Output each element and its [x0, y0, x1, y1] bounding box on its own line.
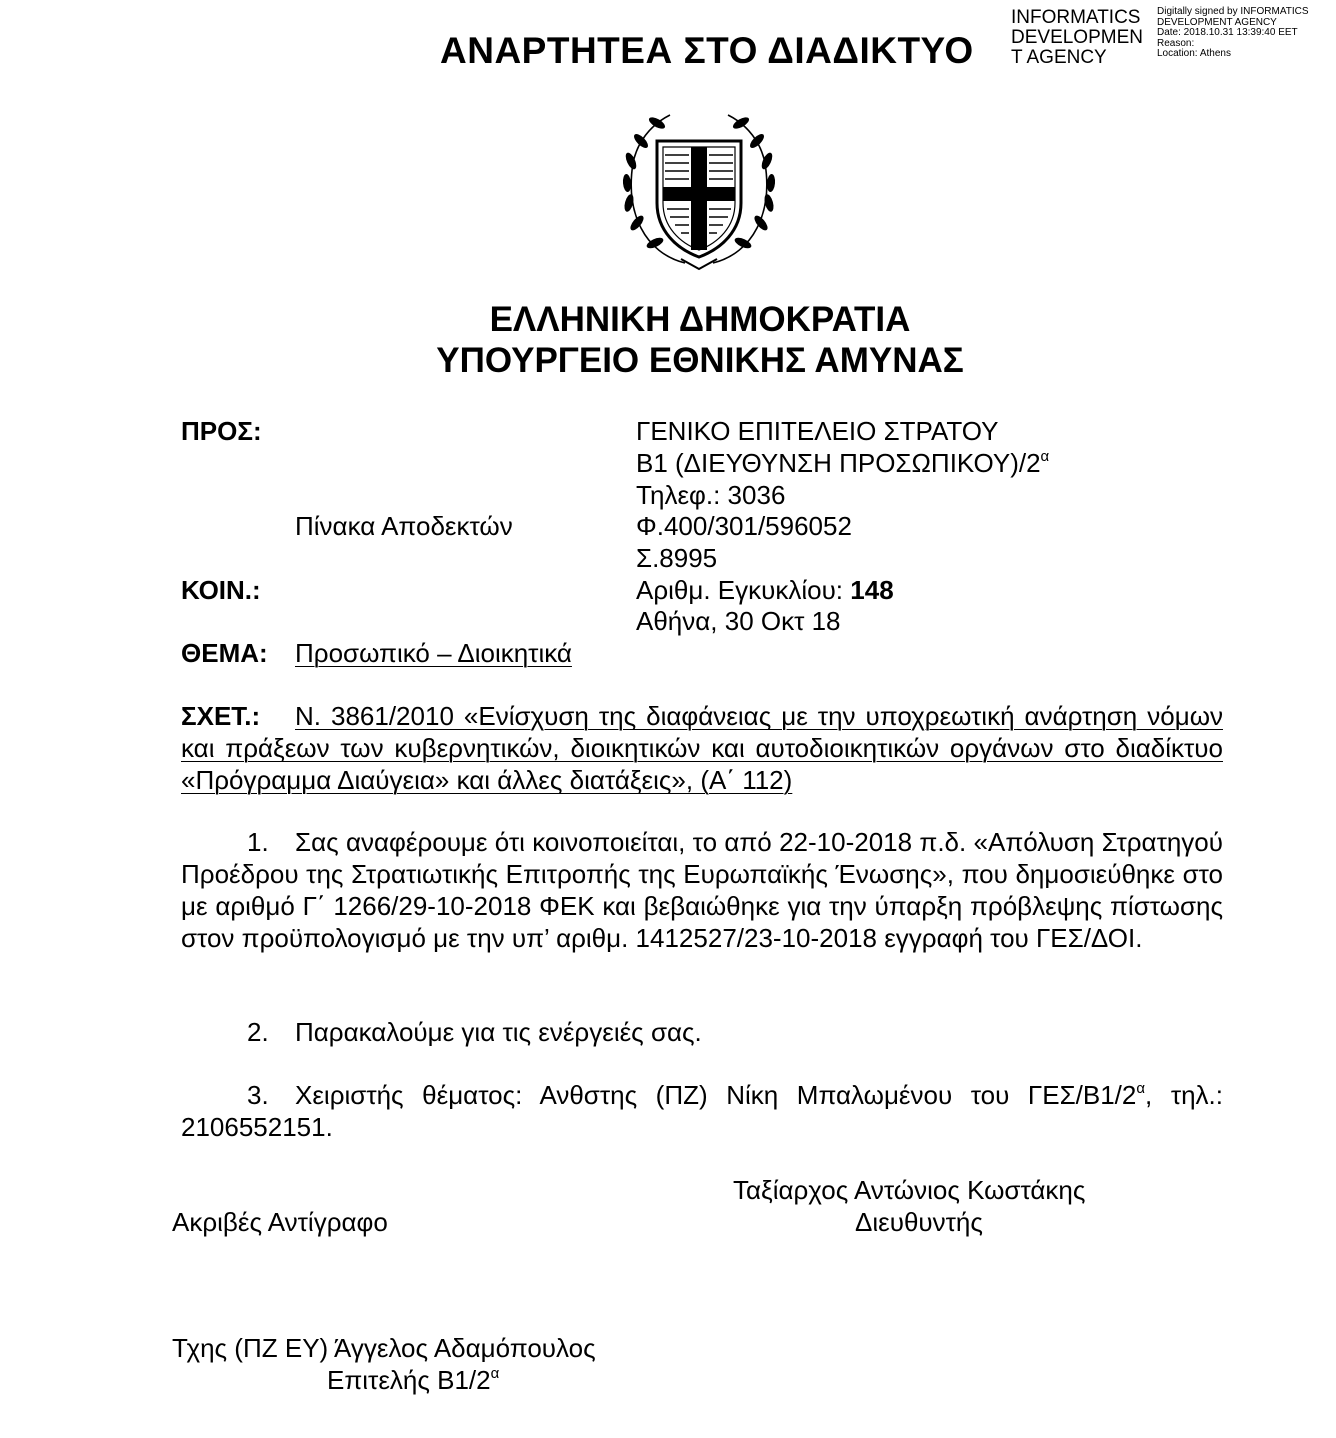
paragraph-3-text: Χειριστής θέματος: Ανθστης (ΠΖ) Νίκη Μπαλωμένου του ΓΕΣ/Β1/2 [295, 1080, 1137, 1110]
true-copy-label: Ακριβές Αντίγραφο [172, 1207, 388, 1237]
paragraph-2-text: Παρακαλούμε για τις ενέργειές σας. [295, 1017, 702, 1047]
subject-text: Προσωπικό – Διοικητικά [295, 638, 572, 668]
signature-signed-by: Digitally signed by INFORMATICS DEVELOPMENT AGENCY [1157, 6, 1309, 28]
to-label: ΠΡΟΣ: [181, 416, 262, 446]
signature-agency: INFORMATICS DEVELOPMEN T AGENCY [1011, 7, 1143, 68]
signature-location: Location: Athens [1157, 48, 1231, 59]
paragraph-1-text: Σας αναφέρουμε ότι κοινοποιείται, το από 22-10-2018 π.δ. «Απόλυση Στρατηγού Προέδρου της Στρατιωτικής Επιτροπής της Ευρωπαϊκής Ένωσης», που δημοσιεύθηκε στο με αριθμό Γ΄ 1266/29-10-2018 ΦΕΚ και βεβαιώθηκε για την ύπαρξη πρόβλεψης πίστωσης στον προϋπολογισμό με την υπ’ αριθμ. 1412527/23-10-2018 εγγραφή του ΓΕΣ/ΔΟΙ. [181, 827, 1223, 953]
signature-reason: Reason: [1157, 37, 1195, 49]
sender-directorate: Β1 (ΔΙΕΥΘΥΝΣΗ $\Pi PO\Sigma\Omega\Pi IKO\Upsilon)/2^\alpha$ [636, 448, 1050, 478]
paragraph-1-number: 1. [247, 827, 269, 857]
ministry-title: ΥΠΟΥΡΓΕΙΟ ΕΘΝΙΚΗΣ ΑΜΥΝΑΣ [436, 341, 964, 380]
file-number: Φ.400/301/596052 [636, 511, 852, 541]
cc-label: ΚΟΙΝ.: [181, 575, 261, 605]
circular-number: Αριθμ. Εγκυκλίου: 148 [636, 575, 894, 605]
reference-block [181, 700, 1223, 796]
place-date: Αθήνα, 30 Οκτ 18 [636, 606, 841, 636]
paragraph-3-tail: , τηλ.: 2106552151. [181, 1080, 1223, 1142]
reference-text: Ν. 3861/2010 «Ενίσχυση της διαφάνειας με την υποχρεωτική ανάρτηση νόμων και πράξεων των κυβερνητικών, διοικητικών και αυτοδιοικητικών οργάνων στο διαδίκτυο «Πρόγραμμα Διαύγεια» και άλλες διατάξεις», (Α΄ 112) [181, 701, 1223, 795]
serial-number: Σ.8995 [636, 543, 718, 573]
directorate-superscript: α [1040, 448, 1050, 465]
clerk-title: Επιτελής $B1/2^\alpha$ [327, 1365, 500, 1395]
clerk-name: Τχης (ΠΖ ΕΥ) Άγγελος Αδαμόπουλος [172, 1333, 596, 1363]
circular-number-value: 148 [850, 575, 894, 605]
paragraph-2 [181, 1016, 1223, 1048]
paragraph-3 [181, 1079, 1223, 1143]
signature-date: Date: 2018.10.31 13:39:40 EET [1157, 27, 1298, 38]
sender-phone: Τηλεφ.: 3036 [636, 480, 786, 510]
digital-signature-details [1157, 7, 1327, 60]
subject-label: ΘΕΜΑ: [181, 638, 268, 668]
clerk-title-superscript: α [490, 1365, 500, 1382]
paragraph-3-superscript: α [1136, 1080, 1146, 1097]
sender-general-staff: ΓΕΝΙΚΟ ΕΠΙΤΕΛΕΙΟ ΣΤΡΑΤΟΥ [636, 416, 999, 446]
greek-coat-of-arms-icon [615, 103, 783, 273]
signer-name: Ταξίαρχος Αντώνιος Κωστάκης [733, 1175, 1086, 1205]
paragraph-2-number: 2. [247, 1017, 269, 1047]
country-title: ΕΛΛΗΝΙΚΗ ΔΗΜΟΚΡΑΤΙΑ [489, 300, 911, 339]
posting-banner: ΑΝΑΡΤΗΤΕΑ ΣΤΟ ΔΙΑΔΙΚΤΥΟ [440, 30, 974, 71]
signer-title: Διευθυντής [855, 1207, 983, 1237]
paragraph-1 [181, 826, 1223, 954]
reference-label: ΣΧΕΤ.: [181, 701, 261, 731]
paragraph-3-number: 3. [247, 1080, 269, 1110]
recipients-table: Πίνακα Αποδεκτών [295, 511, 513, 541]
